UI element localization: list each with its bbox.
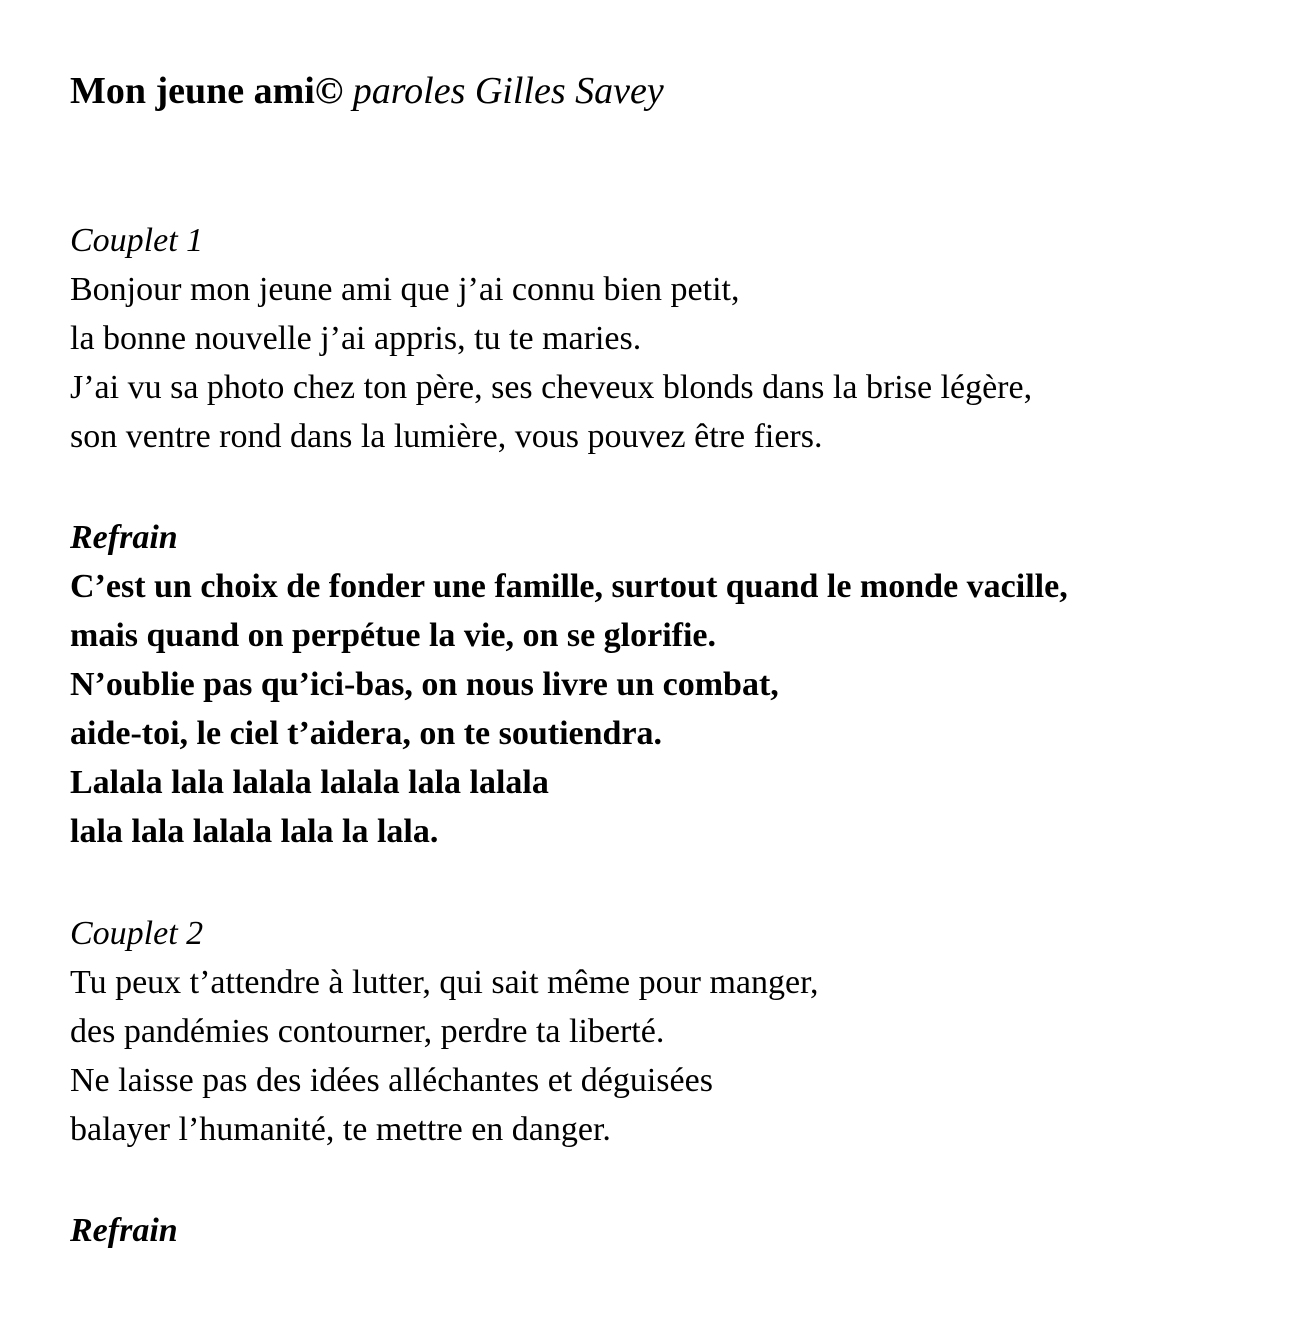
refrain-2	[70, 1206, 178, 1255]
couplet-1-line: Bonjour mon jeune ami que j’ai connu bien petit,	[70, 271, 740, 308]
refrain-1-line: aide-toi, le ciel t’aidera, on te soutiendra.	[70, 715, 663, 752]
couplet-2	[70, 909, 819, 1154]
couplet-1-line: la bonne nouvelle j’ai appris, tu te maries.	[70, 320, 642, 357]
couplet-1	[70, 216, 1032, 461]
song-title-main: Mon jeune ami©	[70, 70, 344, 112]
couplet-2-line: Ne laisse pas des idées alléchantes et déguisées	[70, 1062, 713, 1099]
refrain-1-line: N’oublie pas qu’ici-bas, on nous livre un combat,	[70, 666, 779, 703]
couplet-1-heading: Couplet 1	[70, 222, 204, 259]
refrain-1-line: Lalala lala lalala lalala lala lalala	[70, 764, 549, 801]
couplet-2-heading: Couplet 2	[70, 915, 204, 952]
couplet-2-line: balayer l’humanité, te mettre en danger.	[70, 1111, 611, 1148]
refrain-1-line: C’est un choix de fonder une famille, surtout quand le monde vacille,	[70, 568, 1068, 605]
song-title	[70, 66, 664, 116]
refrain-1	[70, 513, 1068, 856]
refrain-2-heading: Refrain	[70, 1212, 178, 1249]
couplet-2-line: des pandémies contourner, perdre ta liberté.	[70, 1013, 665, 1050]
couplet-2-line: Tu peux t’attendre à lutter, qui sait même pour manger,	[70, 964, 819, 1001]
refrain-1-line: mais quand on perpétue la vie, on se glorifie.	[70, 617, 717, 654]
refrain-1-heading: Refrain	[70, 519, 178, 556]
refrain-1-line: lala lala lalala lala la lala.	[70, 813, 439, 850]
song-title-credit: paroles Gilles Savey	[352, 70, 664, 112]
couplet-1-line: J’ai vu sa photo chez ton père, ses cheveux blonds dans la brise légère,	[70, 369, 1033, 406]
couplet-1-line: son ventre rond dans la lumière, vous pouvez être fiers.	[70, 418, 823, 455]
